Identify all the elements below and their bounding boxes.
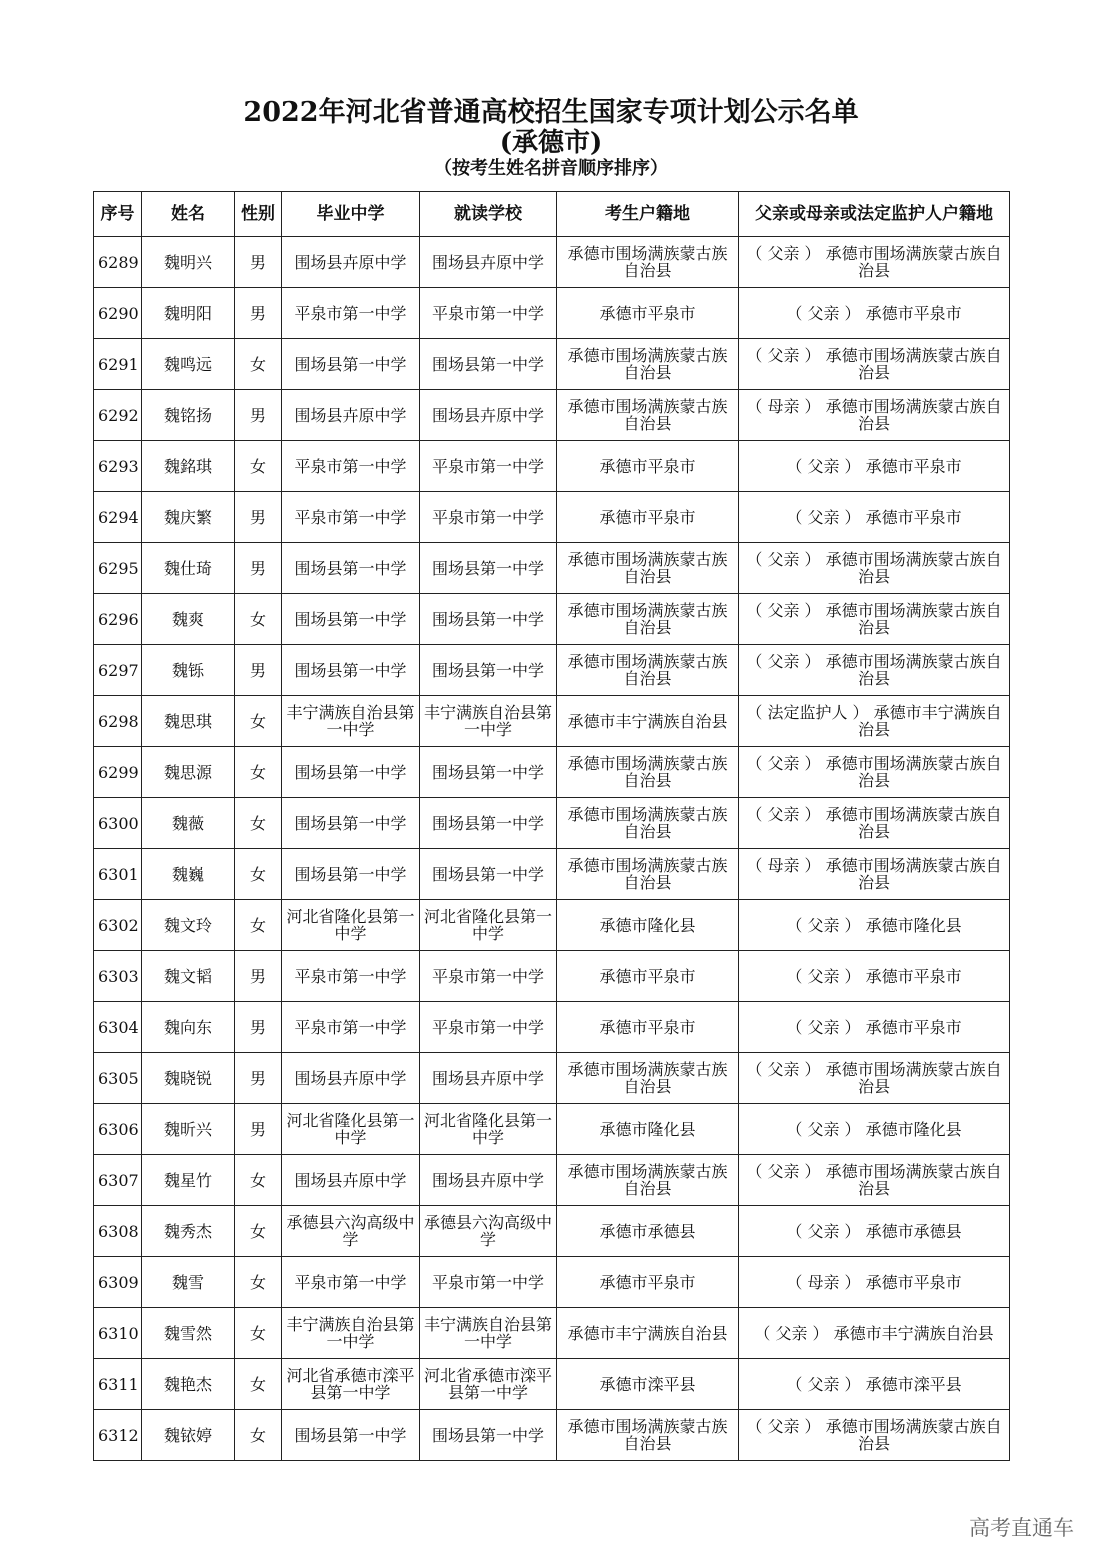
cell-gender: 男	[235, 1104, 282, 1155]
cell-current-school: 平泉市第一中学	[420, 1002, 557, 1053]
cell-current-school: 平泉市第一中学	[420, 492, 557, 543]
cell-guardian-hukou: （ 父亲 ） 承德市平泉市	[739, 441, 1010, 492]
header-guardian-hukou: 父亲或母亲或法定监护人户籍地	[739, 192, 1010, 237]
cell-gender: 女	[235, 1410, 282, 1461]
cell-current-school: 平泉市第一中学	[420, 441, 557, 492]
cell-gender: 女	[235, 696, 282, 747]
cell-guardian-hukou: （ 父亲 ） 承德市平泉市	[739, 288, 1010, 339]
cell-grad-school: 围场县第一中学	[282, 594, 420, 645]
header-name: 姓名	[142, 192, 235, 237]
table-row	[94, 390, 1010, 441]
cell-hukou: 承德市丰宁满族自治县	[557, 1308, 739, 1359]
cell-seq: 6291	[94, 339, 142, 390]
cell-current-school: 围场县第一中学	[420, 798, 557, 849]
cell-guardian-hukou: （ 母亲 ） 承德市围场满族蒙古族自治县	[739, 390, 1010, 441]
header-current-school: 就读学校	[420, 192, 557, 237]
cell-grad-school: 围场县卉原中学	[282, 1053, 420, 1104]
cell-hukou: 承德市平泉市	[557, 1257, 739, 1308]
cell-name: 魏铱婷	[142, 1410, 235, 1461]
table-row	[94, 900, 1010, 951]
cell-gender: 男	[235, 237, 282, 288]
cell-guardian-hukou: （ 母亲 ） 承德市平泉市	[739, 1257, 1010, 1308]
table-row	[94, 237, 1010, 288]
cell-grad-school: 围场县卉原中学	[282, 390, 420, 441]
cell-name: 魏文玲	[142, 900, 235, 951]
cell-current-school: 围场县第一中学	[420, 594, 557, 645]
cell-gender: 女	[235, 1359, 282, 1410]
table-row	[94, 543, 1010, 594]
cell-hukou: 承德市围场满族蒙古族自治县	[557, 543, 739, 594]
cell-current-school: 承德县六沟高级中学	[420, 1206, 557, 1257]
cell-gender: 男	[235, 1002, 282, 1053]
cell-name: 魏雪然	[142, 1308, 235, 1359]
header-gender: 性别	[235, 192, 282, 237]
cell-hukou: 承德市滦平县	[557, 1359, 739, 1410]
city-subtitle: (承德市)	[499, 128, 603, 158]
cell-seq: 6295	[94, 543, 142, 594]
table-row	[94, 288, 1010, 339]
cell-seq: 6312	[94, 1410, 142, 1461]
cell-gender: 女	[235, 1155, 282, 1206]
table-row	[94, 441, 1010, 492]
cell-grad-school: 丰宁满族自治县第一中学	[282, 1308, 420, 1359]
cell-guardian-hukou: （ 父亲 ） 承德市围场满族蒙古族自治县	[739, 747, 1010, 798]
cell-grad-school: 承德县六沟高级中学	[282, 1206, 420, 1257]
cell-gender: 女	[235, 900, 282, 951]
table-row	[94, 1053, 1010, 1104]
cell-seq: 6292	[94, 390, 142, 441]
cell-current-school: 围场县第一中学	[420, 543, 557, 594]
cell-grad-school: 围场县卉原中学	[282, 237, 420, 288]
table-row	[94, 1104, 1010, 1155]
cell-name: 魏鸣远	[142, 339, 235, 390]
cell-current-school: 围场县卉原中学	[420, 1053, 557, 1104]
cell-hukou: 承德市平泉市	[557, 492, 739, 543]
cell-gender: 女	[235, 798, 282, 849]
cell-grad-school: 围场县第一中学	[282, 1410, 420, 1461]
roster-body	[94, 237, 1010, 1461]
cell-current-school: 丰宁满族自治县第一中学	[420, 1308, 557, 1359]
cell-grad-school: 河北省隆化县第一中学	[282, 900, 420, 951]
cell-gender: 女	[235, 1257, 282, 1308]
cell-hukou: 承德市隆化县	[557, 1104, 739, 1155]
cell-hukou: 承德市隆化县	[557, 900, 739, 951]
cell-guardian-hukou: （ 父亲 ） 承德市围场满族蒙古族自治县	[739, 798, 1010, 849]
cell-gender: 女	[235, 594, 282, 645]
cell-grad-school: 河北省隆化县第一中学	[282, 1104, 420, 1155]
cell-seq: 6300	[94, 798, 142, 849]
cell-hukou: 承德市平泉市	[557, 288, 739, 339]
cell-name: 魏星竹	[142, 1155, 235, 1206]
cell-seq: 6309	[94, 1257, 142, 1308]
cell-guardian-hukou: （ 父亲 ） 承德市承德县	[739, 1206, 1010, 1257]
cell-seq: 6301	[94, 849, 142, 900]
cell-guardian-hukou: （ 父亲 ） 承德市围场满族蒙古族自治县	[739, 594, 1010, 645]
table-row	[94, 951, 1010, 1002]
cell-gender: 女	[235, 1206, 282, 1257]
cell-name: 魏爽	[142, 594, 235, 645]
sort-note: （按考生姓名拼音顺序排序）	[434, 158, 668, 179]
cell-name: 魏艳杰	[142, 1359, 235, 1410]
cell-name: 魏昕兴	[142, 1104, 235, 1155]
cell-seq: 6289	[94, 237, 142, 288]
cell-seq: 6310	[94, 1308, 142, 1359]
cell-hukou: 承德市围场满族蒙古族自治县	[557, 1053, 739, 1104]
cell-seq: 6311	[94, 1359, 142, 1410]
cell-current-school: 平泉市第一中学	[420, 951, 557, 1002]
cell-current-school: 围场县第一中学	[420, 339, 557, 390]
cell-grad-school: 围场县第一中学	[282, 543, 420, 594]
cell-seq: 6294	[94, 492, 142, 543]
cell-current-school: 平泉市第一中学	[420, 288, 557, 339]
cell-gender: 男	[235, 1053, 282, 1104]
header-row	[94, 192, 1010, 237]
cell-hukou: 承德市平泉市	[557, 951, 739, 1002]
cell-name: 魏薇	[142, 798, 235, 849]
cell-guardian-hukou: （ 父亲 ） 承德市围场满族蒙古族自治县	[739, 543, 1010, 594]
cell-seq: 6305	[94, 1053, 142, 1104]
cell-current-school: 平泉市第一中学	[420, 1257, 557, 1308]
cell-hukou: 承德市围场满族蒙古族自治县	[557, 390, 739, 441]
cell-guardian-hukou: （ 父亲 ） 承德市平泉市	[739, 492, 1010, 543]
cell-hukou: 承德市围场满族蒙古族自治县	[557, 594, 739, 645]
table-row	[94, 696, 1010, 747]
cell-name: 魏铄	[142, 645, 235, 696]
cell-hukou: 承德市丰宁满族自治县	[557, 696, 739, 747]
cell-guardian-hukou: （ 父亲 ） 承德市围场满族蒙古族自治县	[739, 237, 1010, 288]
cell-hukou: 承德市围场满族蒙古族自治县	[557, 849, 739, 900]
cell-gender: 男	[235, 543, 282, 594]
cell-guardian-hukou: （ 父亲 ） 承德市围场满族蒙古族自治县	[739, 645, 1010, 696]
cell-grad-school: 平泉市第一中学	[282, 951, 420, 1002]
cell-hukou: 承德市平泉市	[557, 1002, 739, 1053]
cell-name: 魏向东	[142, 1002, 235, 1053]
cell-grad-school: 平泉市第一中学	[282, 441, 420, 492]
table-row	[94, 1359, 1010, 1410]
cell-current-school: 围场县第一中学	[420, 849, 557, 900]
cell-name: 魏明兴	[142, 237, 235, 288]
cell-grad-school: 围场县第一中学	[282, 849, 420, 900]
table-row	[94, 1308, 1010, 1359]
cell-grad-school: 围场县第一中学	[282, 645, 420, 696]
cell-grad-school: 围场县第一中学	[282, 339, 420, 390]
cell-name: 魏铭扬	[142, 390, 235, 441]
cell-guardian-hukou: （ 父亲 ） 承德市围场满族蒙古族自治县	[739, 339, 1010, 390]
table-row	[94, 798, 1010, 849]
cell-guardian-hukou: （ 父亲 ） 承德市围场满族蒙古族自治县	[739, 1053, 1010, 1104]
cell-current-school: 围场县第一中学	[420, 645, 557, 696]
cell-guardian-hukou: （ 父亲 ） 承德市隆化县	[739, 900, 1010, 951]
table-row	[94, 645, 1010, 696]
cell-seq: 6298	[94, 696, 142, 747]
roster-table	[93, 191, 1010, 1461]
cell-grad-school: 平泉市第一中学	[282, 1257, 420, 1308]
cell-gender: 男	[235, 951, 282, 1002]
cell-hukou: 承德市围场满族蒙古族自治县	[557, 1155, 739, 1206]
cell-seq: 6307	[94, 1155, 142, 1206]
cell-gender: 女	[235, 1308, 282, 1359]
cell-grad-school: 平泉市第一中学	[282, 288, 420, 339]
cell-current-school: 围场县第一中学	[420, 747, 557, 798]
cell-seq: 6293	[94, 441, 142, 492]
cell-current-school: 河北省承德市滦平县第一中学	[420, 1359, 557, 1410]
cell-grad-school: 平泉市第一中学	[282, 492, 420, 543]
header-hukou: 考生户籍地	[557, 192, 739, 237]
cell-current-school: 河北省隆化县第一中学	[420, 900, 557, 951]
cell-grad-school: 围场县第一中学	[282, 747, 420, 798]
cell-guardian-hukou: （ 父亲 ） 承德市隆化县	[739, 1104, 1010, 1155]
cell-gender: 男	[235, 645, 282, 696]
header-seq: 序号	[94, 192, 142, 237]
cell-gender: 男	[235, 492, 282, 543]
cell-seq: 6290	[94, 288, 142, 339]
table-row	[94, 1002, 1010, 1053]
cell-gender: 女	[235, 339, 282, 390]
cell-seq: 6303	[94, 951, 142, 1002]
cell-name: 魏明阳	[142, 288, 235, 339]
cell-gender: 男	[235, 288, 282, 339]
cell-grad-school: 河北省承德市滦平县第一中学	[282, 1359, 420, 1410]
table-row	[94, 1206, 1010, 1257]
table-row	[94, 594, 1010, 645]
table-row	[94, 492, 1010, 543]
cell-gender: 女	[235, 441, 282, 492]
cell-grad-school: 丰宁满族自治县第一中学	[282, 696, 420, 747]
cell-name: 魏庆繁	[142, 492, 235, 543]
cell-current-school: 丰宁满族自治县第一中学	[420, 696, 557, 747]
cell-name: 魏思琪	[142, 696, 235, 747]
cell-name: 魏思源	[142, 747, 235, 798]
table-row	[94, 747, 1010, 798]
cell-current-school: 围场县卉原中学	[420, 390, 557, 441]
page-title: 2022年河北省普通高校招生国家专项计划公示名单	[243, 97, 859, 128]
cell-seq: 6297	[94, 645, 142, 696]
cell-name: 魏仕琦	[142, 543, 235, 594]
cell-grad-school: 围场县第一中学	[282, 798, 420, 849]
table-row	[94, 849, 1010, 900]
cell-guardian-hukou: （ 父亲 ） 承德市平泉市	[739, 1002, 1010, 1053]
table-row	[94, 339, 1010, 390]
cell-guardian-hukou: （ 母亲 ） 承德市围场满族蒙古族自治县	[739, 849, 1010, 900]
cell-seq: 6306	[94, 1104, 142, 1155]
cell-name: 魏秀杰	[142, 1206, 235, 1257]
cell-hukou: 承德市围场满族蒙古族自治县	[557, 645, 739, 696]
cell-seq: 6302	[94, 900, 142, 951]
cell-grad-school: 围场县卉原中学	[282, 1155, 420, 1206]
cell-hukou: 承德市围场满族蒙古族自治县	[557, 237, 739, 288]
cell-seq: 6296	[94, 594, 142, 645]
table-row	[94, 1410, 1010, 1461]
cell-name: 魏文韬	[142, 951, 235, 1002]
cell-hukou: 承德市承德县	[557, 1206, 739, 1257]
cell-current-school: 围场县第一中学	[420, 1410, 557, 1461]
cell-hukou: 承德市围场满族蒙古族自治县	[557, 798, 739, 849]
cell-seq: 6299	[94, 747, 142, 798]
cell-guardian-hukou: （ 父亲 ） 承德市平泉市	[739, 951, 1010, 1002]
cell-gender: 女	[235, 747, 282, 798]
cell-guardian-hukou: （ 父亲 ） 承德市围场满族蒙古族自治县	[739, 1155, 1010, 1206]
cell-hukou: 承德市围场满族蒙古族自治县	[557, 1410, 739, 1461]
cell-guardian-hukou: （ 父亲 ） 承德市围场满族蒙古族自治县	[739, 1410, 1010, 1461]
cell-current-school: 围场县卉原中学	[420, 1155, 557, 1206]
cell-name: 魏晓锐	[142, 1053, 235, 1104]
cell-hukou: 承德市平泉市	[557, 441, 739, 492]
cell-hukou: 承德市围场满族蒙古族自治县	[557, 339, 739, 390]
cell-current-school: 围场县卉原中学	[420, 237, 557, 288]
cell-name: 魏銘琪	[142, 441, 235, 492]
cell-hukou: 承德市围场满族蒙古族自治县	[557, 747, 739, 798]
cell-guardian-hukou: （ 法定监护人 ） 承德市丰宁满族自治县	[739, 696, 1010, 747]
cell-grad-school: 平泉市第一中学	[282, 1002, 420, 1053]
cell-name: 魏雪	[142, 1257, 235, 1308]
header-grad-school: 毕业中学	[282, 192, 420, 237]
table-row	[94, 1257, 1010, 1308]
cell-seq: 6304	[94, 1002, 142, 1053]
cell-gender: 男	[235, 390, 282, 441]
cell-guardian-hukou: （ 父亲 ） 承德市丰宁满族自治县	[739, 1308, 1010, 1359]
cell-current-school: 河北省隆化县第一中学	[420, 1104, 557, 1155]
table-row	[94, 1155, 1010, 1206]
cell-guardian-hukou: （ 父亲 ） 承德市滦平县	[739, 1359, 1010, 1410]
cell-seq: 6308	[94, 1206, 142, 1257]
cell-gender: 女	[235, 849, 282, 900]
cell-name: 魏巍	[142, 849, 235, 900]
watermark: 高考直通车	[969, 1516, 1074, 1540]
